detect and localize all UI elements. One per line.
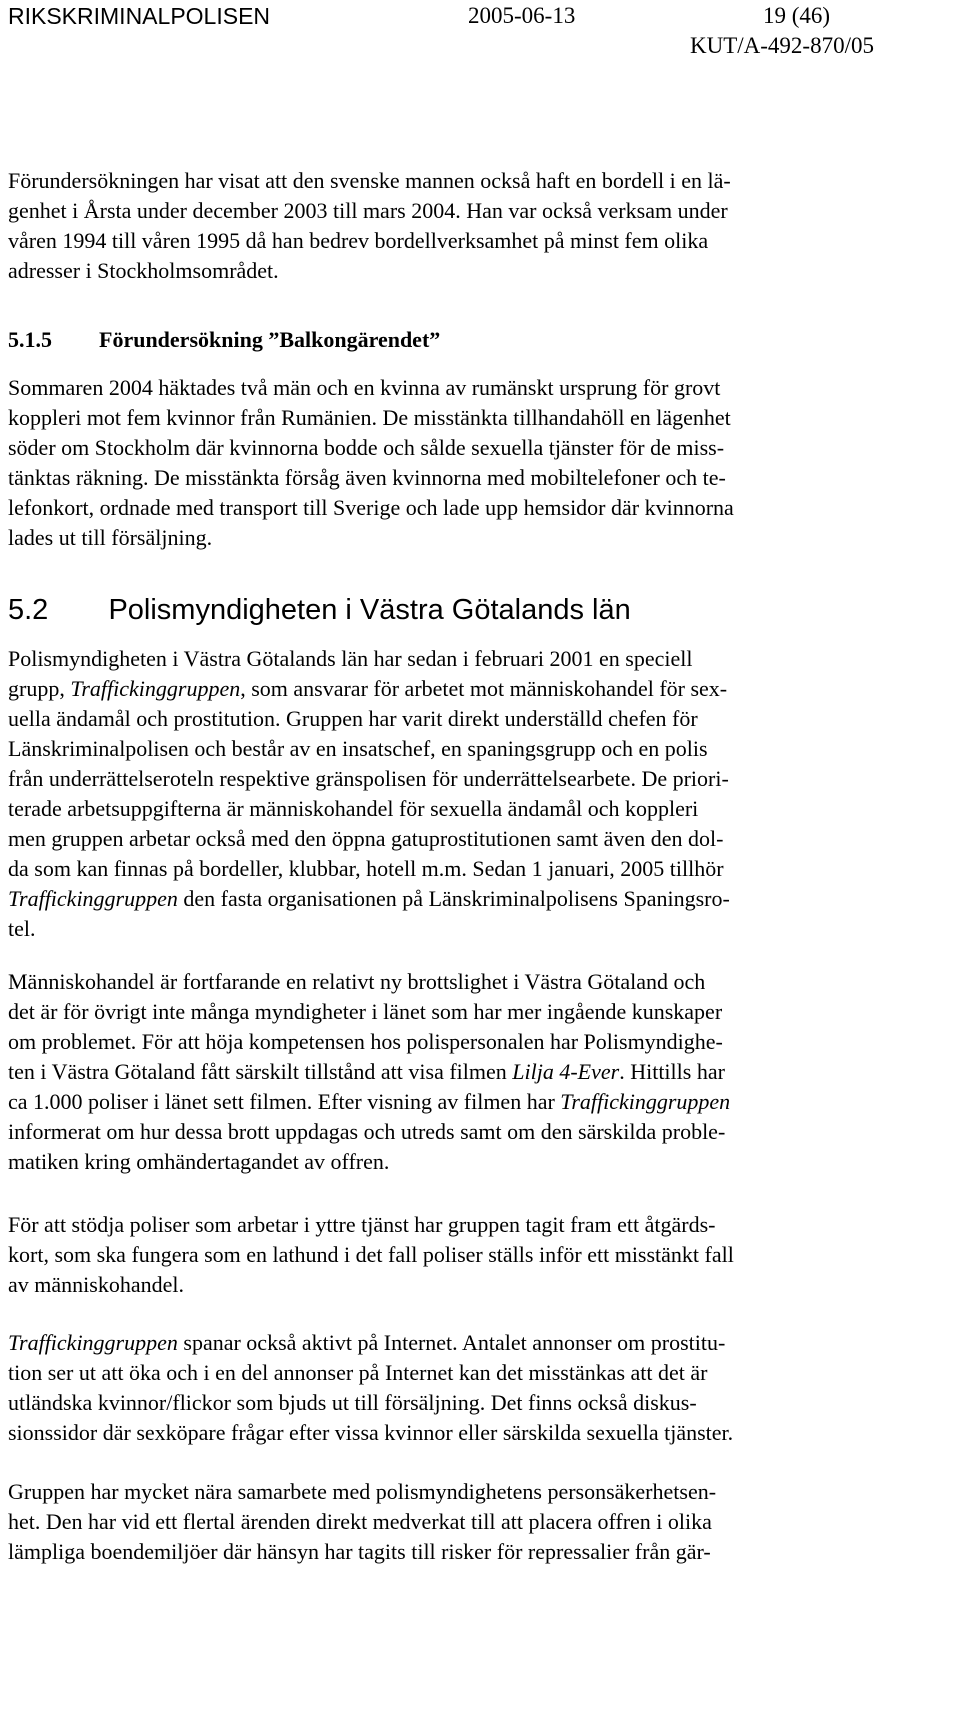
paragraph-bordell: Förundersökningen har visat att den svenske mannen också haft en bordell i en lä- genhet i Årsta under december 2003 till mars 2004. Han var också verksam under våren 1994 till våren 1995 då han bedrev bordellverksamhet på minst fem olika adresser i Stockholmsområdet.	[8, 168, 731, 283]
section-number: 5.2	[8, 594, 49, 626]
paragraph-atgardskort: För att stödja poliser som arbetar i yttre tjänst har gruppen tagit fram ett åtgärds- kort, som ska fungera som en lathund i det fall poliser ställs inför ett misstänkt fall av människohandel.	[8, 1212, 734, 1297]
section-heading-5-1-5	[8, 325, 440, 355]
italic-term: Traffickinggruppen	[70, 676, 241, 701]
italic-film-title: Lilja 4-Ever	[512, 1059, 620, 1084]
paragraph-samarbete: Gruppen har mycket nära samarbete med polismyndighetens personsäkerhetsen- het. Den har vid ett flertal ärenden direkt medverkat till att placera offren i olika lämpliga boendemiljöer där hänsyn har tagits till risker för repressalier från gär-	[8, 1479, 717, 1564]
header-date: 2005-06-13	[468, 3, 576, 28]
section-title: Polismyndigheten i Västra Götalands län	[108, 594, 631, 626]
paragraph-traffickinggruppen: Polismyndigheten i Västra Götalands län har sedan i februari 2001 en speciell grupp, Traffickinggruppen, som ansvarar för arbetet mot människohandel för sex- uella ändamål och prostitution. Gruppen har varit direkt underställd chefen för Länskriminalpolisen och består av en insatschef, en spaningsgrupp och en polis från underrättelseroteln respektive gränspolisen för underrättelsearbete. De priori- terade arbetsuppgifterna är människohandel för sexuella ändamål och koppleri men gruppen arbetar också med den öppna gatuprostitutionen samt även den dol- da som kan finnas på bordeller, klubbar, hotell m.m. Sedan 1 januari, 2005 tillhör Traffickinggruppen den fasta organisationen på Länskriminalpolisens Spaningsro- tel.	[8, 646, 730, 941]
section-title: Förundersökning ”Balkongärendet”	[99, 327, 441, 352]
section-number: 5.1.5	[8, 327, 52, 352]
section-heading-5-2	[8, 592, 631, 628]
paragraph-balkongarendet: Sommaren 2004 häktades två män och en kvinna av rumänskt ursprung för grovt koppleri mot fem kvinnor från Rumänien. De misstänkta tillhandahöll en lägenhet söder om Stockholm där kvinnorna bodde och sålde sexuella tjänster för de miss- tänktas räkning. De misstänkta försåg även kvinnorna med mobiltelefoner och te- lefonkort, ordnade med transport till Sverige och lade upp hemsidor där kvinnorna lades ut till försäljning.	[8, 375, 734, 550]
italic-term: Traffickinggruppen	[560, 1089, 731, 1114]
italic-term: Traffickinggruppen	[8, 1330, 178, 1355]
italic-term: Traffickinggruppen	[8, 886, 178, 911]
paragraph-manniskohandel: Människohandel är fortfarande en relativt ny brottslighet i Västra Götaland och det är för övrigt inte många myndigheter i länet som har mer ingående kunskaper om problemet. För att höja kompetensen hos polispersonalen har Polismyndighe- ten i Västra Götaland fått särskilt tillstånd att visa filmen Lilja 4-Ever. Hittills har ca 1.000 poliser i länet sett filmen. Efter visning av filmen har Traffickinggruppen informerat om hur dessa brott uppdagas och utreds samt om den särskilda proble- matiken kring omhändertagandet av offren.	[8, 969, 731, 1174]
header-page-number: 19 (46)	[763, 3, 831, 28]
header-reference: KUT/A-492-870/05	[690, 33, 874, 58]
paragraph-internet: Traffickinggruppen spanar också aktivt på Internet. Antalet annonser om prostitu- tion ser ut att öka och i en del annonser på Internet kan det misstänkas att det är utländska kvinnor/flickor som bjuds ut till försäljning. Det finns också diskus- sionssidor där sexköpare frågar efter vissa kvinnor eller särskilda sexuella tjänster.	[8, 1330, 734, 1445]
header-org: RIKSKRIMINALPOLISEN	[8, 3, 271, 29]
